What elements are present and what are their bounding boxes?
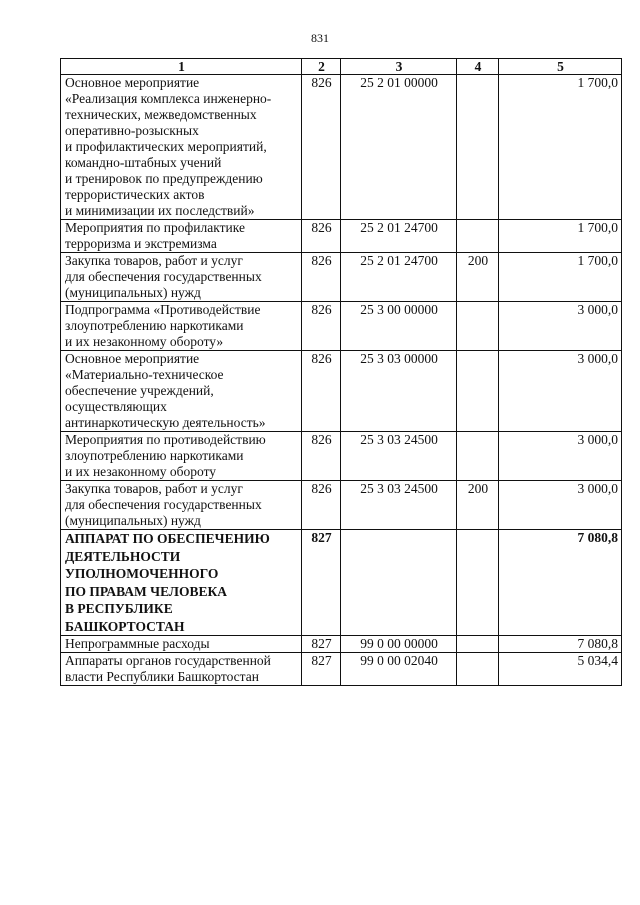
expense-type-cell [457,220,499,253]
target-article-cell: 25 3 03 00000 [341,351,457,432]
ministry-code-cell: 826 [302,351,341,432]
target-article-cell: 25 3 00 00000 [341,302,457,351]
header-col-5: 5 [499,59,622,75]
table-row [61,530,622,636]
target-article-cell: 25 2 01 00000 [341,75,457,220]
expense-type-cell [457,530,499,636]
table-body [61,75,622,686]
expense-name-cell: Закупка товаров, работ и услуг для обеспечения государственных (муниципальных) нужд [61,481,302,530]
table-row [61,75,622,220]
budget-table [60,58,622,686]
expense-type-cell: 200 [457,253,499,302]
header-col-1: 1 [61,59,302,75]
table-row [61,351,622,432]
target-article-cell: 25 2 01 24700 [341,253,457,302]
target-article-cell: 25 3 03 24500 [341,481,457,530]
expense-name-cell: Непрограммные расходы [61,636,302,653]
target-article-cell: 25 2 01 24700 [341,220,457,253]
amount-cell: 3 000,0 [499,302,622,351]
amount-cell: 7 080,8 [499,530,622,636]
amount-cell: 3 000,0 [499,351,622,432]
table-row [61,636,622,653]
page-number: 831 [311,31,329,45]
target-article-cell: 99 0 00 02040 [341,653,457,686]
ministry-code-cell: 826 [302,220,341,253]
amount-cell: 5 034,4 [499,653,622,686]
table-row [61,653,622,686]
amount-cell: 7 080,8 [499,636,622,653]
expense-type-cell [457,432,499,481]
target-article-cell: 25 3 03 24500 [341,432,457,481]
expense-name-cell: Мероприятия по профилактике терроризма и экстремизма [61,220,302,253]
ministry-code-cell: 827 [302,530,341,636]
expense-name-cell: Мероприятия по противодействию злоупотреблению наркотиками и их незаконному обороту [61,432,302,481]
ministry-code-cell: 826 [302,481,341,530]
ministry-code-cell: 826 [302,75,341,220]
expense-type-cell: 200 [457,481,499,530]
expense-type-cell [457,75,499,220]
table-row [61,220,622,253]
amount-cell: 1 700,0 [499,220,622,253]
expense-name-cell: Закупка товаров, работ и услуг для обеспечения государственных (муниципальных) нужд [61,253,302,302]
header-col-2: 2 [302,59,341,75]
amount-cell: 1 700,0 [499,253,622,302]
expense-name-cell: Основное мероприятие «Материально-техническое обеспечение учреждений, осуществляющих антинаркотическую деятельность» [61,351,302,432]
expense-type-cell [457,351,499,432]
expense-name-cell: Аппараты органов государственной власти Республики Башкортостан [61,653,302,686]
expense-name-cell: Подпрограмма «Противодействие злоупотреблению наркотиками и их незаконному обороту» [61,302,302,351]
amount-cell: 3 000,0 [499,432,622,481]
table-row [61,432,622,481]
ministry-code-cell: 826 [302,302,341,351]
expense-type-cell [457,653,499,686]
expense-name-cell: АППАРАТ ПО ОБЕСПЕЧЕНИЮ ДЕЯТЕЛЬНОСТИ УПОЛНОМОЧЕННОГО ПО ПРАВАМ ЧЕЛОВЕКА В РЕСПУБЛИКЕ БАШКОРТОСТАН [61,530,302,636]
expense-type-cell [457,636,499,653]
ministry-code-cell: 826 [302,253,341,302]
table-row [61,481,622,530]
amount-cell: 1 700,0 [499,75,622,220]
header-col-3: 3 [341,59,457,75]
table-row [61,253,622,302]
target-article-cell [341,530,457,636]
target-article-cell: 99 0 00 00000 [341,636,457,653]
table-header-row [61,59,622,75]
expense-name-cell: Основное мероприятие «Реализация комплекса инженерно- технических, межведомственных оперативно-розыскных и профилактических мероприятий, командно-штабных учений и тренировок по предупреждению террористических актов и минимизации их последствий» [61,75,302,220]
expense-type-cell [457,302,499,351]
ministry-code-cell: 827 [302,653,341,686]
ministry-code-cell: 827 [302,636,341,653]
ministry-code-cell: 826 [302,432,341,481]
table-row [61,302,622,351]
amount-cell: 3 000,0 [499,481,622,530]
header-col-4: 4 [457,59,499,75]
